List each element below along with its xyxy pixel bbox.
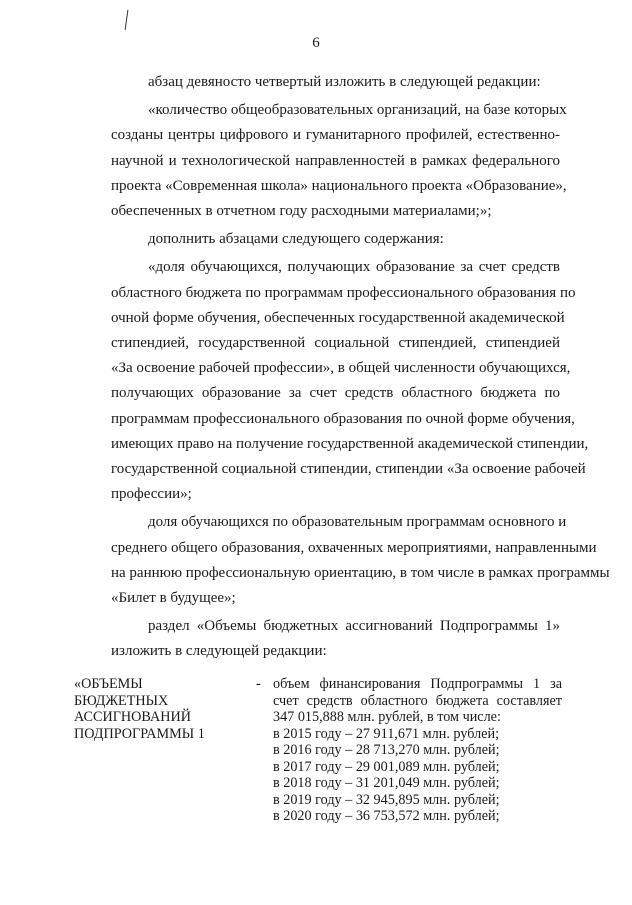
text-line: обеспеченных в отчетном году расходными материалами;»; xyxy=(111,203,492,220)
funding-intro-line: 347 015,888 млн. рублей, в том числе: xyxy=(273,709,501,725)
funding-year-line: в 2020 году – 36 753,572 млн. рублей; xyxy=(273,808,500,824)
paragraph xyxy=(74,98,567,224)
text-line: изложить в следующей редакции: xyxy=(111,643,327,660)
text-line: очной форме обучения, обеспеченных государственной академической xyxy=(111,309,565,326)
text-line: государственной социальной стипендии, стипендии «За освоение рабочей xyxy=(111,461,586,478)
text-line: «количество общеобразовательных организаций, на базе которых xyxy=(148,102,567,119)
text-line: получающих образование за счет средств областного бюджета по xyxy=(111,385,560,402)
funding-year-line: в 2018 году – 31 201,049 млн. рублей; xyxy=(273,775,500,791)
text-line: научной и технологической направленностей в рамках федерального xyxy=(111,152,560,169)
text-line: «доля обучающихся, получающих образование за счет средств xyxy=(148,259,560,276)
text-line: программам профессионального образования по очной форме обучения, xyxy=(111,410,575,427)
text-line: областного бюджета по программам профессионального образования по xyxy=(111,284,576,301)
funding-year-line: в 2016 году – 28 713,270 млн. рублей; xyxy=(273,742,500,758)
text-line: «Билет в будущее»; xyxy=(111,590,236,607)
text-line: имеющих право на получение государственной академической стипендии, xyxy=(111,435,589,452)
scan-artifact-mark xyxy=(125,10,131,30)
text-line: на раннюю профессиональную ориентацию, в том числе в рамках программы xyxy=(111,564,610,581)
paragraph xyxy=(74,227,560,252)
funding-intro-line: объем финансирования Подпрограммы 1 за xyxy=(273,676,562,692)
paragraph xyxy=(74,510,610,611)
text-line: созданы центры цифрового и гуманитарного профилей, естественно- xyxy=(111,127,560,144)
document-body xyxy=(74,70,610,665)
funding-label-line: АССИГНОВАНИЙ xyxy=(74,709,191,725)
funding-intro-line: счет средств областного бюджета составляет xyxy=(273,692,562,709)
funding-label-line: «ОБЪЕМЫ xyxy=(74,676,143,692)
paragraph xyxy=(74,255,589,507)
paragraph xyxy=(74,70,560,95)
page-number: 6 xyxy=(312,35,320,51)
text-line: раздел «Объемы бюджетных ассигнований Подпрограммы 1» xyxy=(148,618,560,635)
text-line: абзац девяносто четвертый изложить в следующей редакции: xyxy=(148,74,541,90)
text-line: стипендией, государственной социальной стипендией, стипендией xyxy=(111,335,560,352)
funding-label xyxy=(74,676,244,742)
funding-label-line: БЮДЖЕТНЫХ xyxy=(74,692,169,709)
funding-label-line: ПОДПРОГРАММЫ 1 xyxy=(74,725,205,742)
funding-year-line: в 2015 году – 27 911,671 млн. рублей; xyxy=(273,725,500,742)
text-line: проекта «Современная школа» национального проекта «Образование», xyxy=(111,177,567,194)
text-line: доля обучающихся по образовательным программам основного и xyxy=(148,514,567,531)
funding-dash: - xyxy=(256,676,261,692)
funding-values xyxy=(273,676,562,825)
paragraph xyxy=(74,614,560,664)
text-line: профессии»; xyxy=(111,486,192,503)
funding-year-line: в 2019 году – 32 945,895 млн. рублей; xyxy=(273,791,500,808)
text-line: среднего общего образования, охваченных мероприятиями, направленными xyxy=(111,539,597,556)
text-line: дополнить абзацами следующего содержания: xyxy=(148,231,444,248)
text-line: «За освоение рабочей профессии», в общей численности обучающихся, xyxy=(111,360,571,377)
funding-year-line: в 2017 году – 29 001,089 млн. рублей; xyxy=(273,758,500,775)
